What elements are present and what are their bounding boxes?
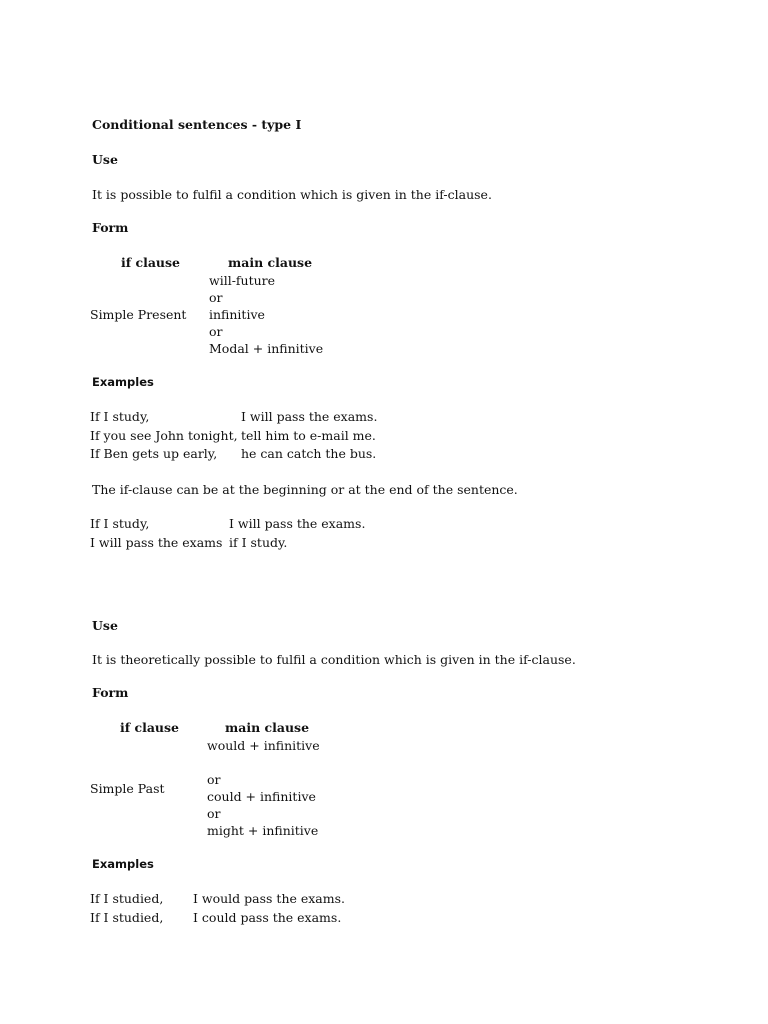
use-heading: Use xyxy=(92,618,118,633)
if-clause-form: Simple Present xyxy=(90,307,187,322)
main-clause-line: will-future xyxy=(209,273,276,288)
example-if-clause: If Ben gets up early, xyxy=(90,446,218,461)
main-clause-line: or xyxy=(209,290,223,305)
main-clause-line: would + infinitive xyxy=(207,738,320,753)
main-clause-line: Modal + infinitive xyxy=(209,341,324,356)
order-example-first: If I study, xyxy=(90,516,150,531)
note-text: The if-clause can be at the beginning or at the end of the sentence. xyxy=(92,482,518,497)
use-heading: Use xyxy=(92,152,118,167)
example-if-clause: If I studied, xyxy=(90,891,164,906)
example-if-clause: If I study, xyxy=(90,409,150,424)
main-clause-line: or xyxy=(207,772,221,787)
main-clause-line: or xyxy=(209,324,223,339)
example-main-clause: I could pass the exams. xyxy=(193,910,342,925)
example-main-clause: tell him to e-mail me. xyxy=(241,428,376,443)
main-clause-line: infinitive xyxy=(209,307,265,322)
examples-heading: Examples xyxy=(92,375,154,389)
example-main-clause: he can catch the bus. xyxy=(241,446,377,461)
main-clause-line: or xyxy=(207,806,221,821)
examples-heading: Examples xyxy=(92,857,154,871)
use-text: It is possible to fulfil a condition which is given in the if-clause. xyxy=(92,187,492,202)
if-clause-header: if clause xyxy=(121,255,181,270)
form-heading: Form xyxy=(92,685,129,700)
page-title: Conditional sentences - type I xyxy=(92,117,302,132)
if-clause-form: Simple Past xyxy=(90,781,165,796)
if-clause-header: if clause xyxy=(120,720,180,735)
order-example-first: I will pass the exams xyxy=(90,535,223,550)
order-example-second: if I study. xyxy=(229,535,288,550)
main-clause-header: main clause xyxy=(225,720,310,735)
main-clause-line: could + infinitive xyxy=(207,789,316,804)
main-clause-line: might + infinitive xyxy=(207,823,319,838)
use-text: It is theoretically possible to fulfil a condition which is given in the if-clause. xyxy=(92,652,576,667)
example-main-clause: I will pass the exams. xyxy=(241,409,378,424)
example-main-clause: I would pass the exams. xyxy=(193,891,346,906)
example-if-clause: If you see John tonight, xyxy=(90,428,238,443)
form-heading: Form xyxy=(92,220,129,235)
order-example-second: I will pass the exams. xyxy=(229,516,366,531)
example-if-clause: If I studied, xyxy=(90,910,164,925)
main-clause-header: main clause xyxy=(228,255,313,270)
